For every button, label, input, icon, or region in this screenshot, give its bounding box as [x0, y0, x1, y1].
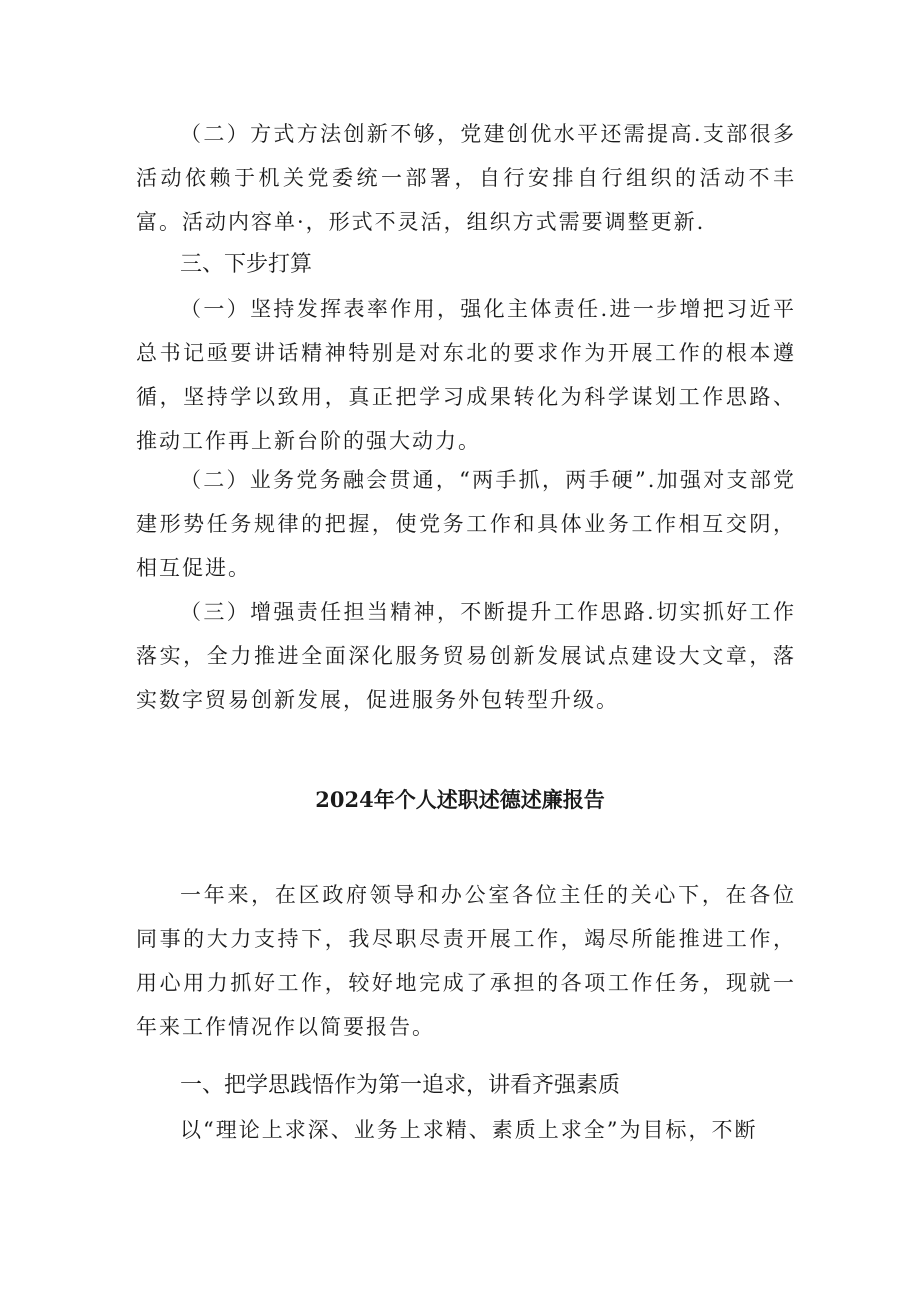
paragraph-methods-innovation: （二）方式方法创新不够，党建创优水平还需提高.支部很多活动依赖于机关党委统一部署，自行安排自行组织的活动不丰富。活动内容单·，形式不灵活，组织方式需要调整更新. — [136, 122, 796, 234]
report-title: 2024年个人述职述德述廉报告 — [315, 787, 605, 812]
report-intro-paragraph: 一年来，在区政府领导和办公室各位主任的关心下，在各位同事的大力支持下，我尽职尽责开展工作，竭尽所能推进工作，用心用力抓好工作，较好地完成了承担的各项工作任务，现就一年来工作情况作以简要报告。 — [136, 883, 796, 1039]
report-section-1-text: 以“理论上求深、业务上求精、素质上求全”为目标，不断 — [180, 1118, 758, 1142]
paragraph-next-step-2: （二）业务党务融会贯通，“两手抓，两手硬”.加强对支部党建形势任务规律的把握，使党务工作和具体业务工作相互交阴，相互促进。 — [136, 468, 796, 580]
paragraph-next-step-3: （三）增强责任担当精神，不断提升工作思路.切实抓好工作落实，全力推进全面深化服务贸易创新发展试点建设大文章，落实数字贸易创新发展，促进服务外包转型升级。 — [136, 600, 796, 712]
report-section-heading-1: 一、把学思践悟作为第一追求，讲看齐强素质 — [180, 1073, 621, 1098]
paragraph-next-step-1: （一）坚持发挥表率作用，强化主体责任.进一步增把习近平总书记亟要讲话精神特别是对东北的要求作为开展工作的根本遵循，坚持学以致用，真正把学习成果转化为科学谋划工作思路、推动工作再上新台阶的强大动力。 — [136, 297, 796, 453]
section-heading-next-steps: 三、下步打算 — [180, 252, 313, 277]
